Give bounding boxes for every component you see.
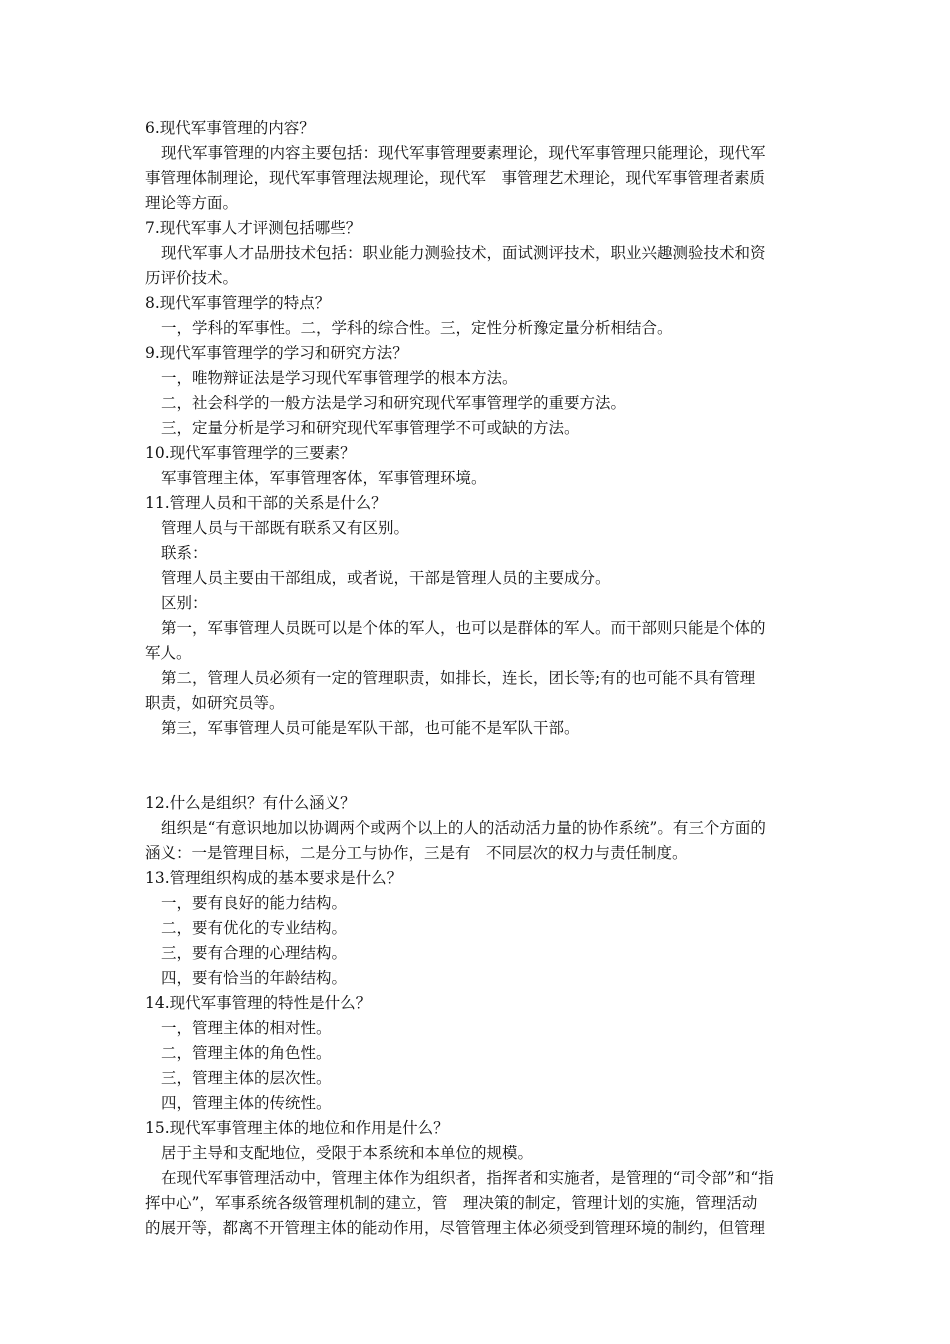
answer-line: 第一，军事管理人员既可以是个体的军人，也可以是群体的军人。而干部则只能是个体的 <box>161 619 766 637</box>
question-heading: 7.现代军事人才评测包括哪些？ <box>145 219 362 237</box>
answer-line: 一，唯物辩证法是学习现代军事管理学的根本方法。 <box>161 369 518 387</box>
question-heading: 11.管理人员和干部的关系是什么？ <box>145 494 387 512</box>
answer-line: 第二，管理人员必须有一定的管理职责，如排长，连长，团长等;有的也可能不具有管理 <box>161 669 756 687</box>
answer-line: 联系： <box>161 544 208 562</box>
answer-line: 管理人员主要由干部组成，或者说，干部是管理人员的主要成分。 <box>161 569 611 587</box>
answer-line: 二，要有优化的专业结构。 <box>161 919 348 937</box>
answer-continuation-line: 职责，如研究员等。 <box>145 694 285 712</box>
answer-line: 四，管理主体的传统性。 <box>161 1094 332 1112</box>
question-heading: 10.现代军事管理学的三要素？ <box>145 444 356 462</box>
answer-line: 军事管理主体，军事管理客体，军事管理环境。 <box>161 469 487 487</box>
answer-line: 区别： <box>161 594 208 612</box>
section-gap <box>145 741 810 791</box>
answer-line: 管理人员与干部既有联系又有区别。 <box>161 519 410 537</box>
answer-line: 在现代军事管理活动中，管理主体作为组织者，指挥者和实施者，是管理的“司令部”和“指 <box>161 1169 774 1187</box>
answer-continuation-line: 涵义：一是管理目标，二是分工与协作，三是有 不同层次的权力与责任制度。 <box>145 844 688 862</box>
question-heading: 6.现代军事管理的内容？ <box>145 119 315 137</box>
answer-continuation-line: 挥中心”，军事系统各级管理机制的建立，管 理决策的制定，管理计划的实施，管理活动 <box>145 1194 758 1212</box>
question-heading: 13.管理组织构成的基本要求是什么？ <box>145 869 403 887</box>
answer-continuation-line: 历评价技术。 <box>145 269 239 287</box>
answer-line: 居于主导和支配地位，受限于本系统和本单位的规模。 <box>161 1144 534 1162</box>
answer-line: 一，学科的军事性。二，学科的综合性。三，定性分析豫定量分析相结合。 <box>161 319 673 337</box>
answer-line: 第三，军事管理人员可能是军队干部，也可能不是军队干部。 <box>161 719 580 737</box>
answer-line: 现代军事管理的内容主要包括：现代军事管理要素理论，现代军事管理只能理论，现代军 <box>161 144 766 162</box>
answer-line: 组织是“有意识地加以协调两个或两个以上的人的活动活力量的协作系统”。有三个方面的 <box>161 819 766 837</box>
question-heading: 14.现代军事管理的特性是什么？ <box>145 994 372 1012</box>
answer-line: 四，要有恰当的年龄结构。 <box>161 969 348 987</box>
answer-line: 二，社会科学的一般方法是学习和研究现代军事管理学的重要方法。 <box>161 394 627 412</box>
answer-continuation-line: 事管理体制理论，现代军事管理法规理论，现代军 事管理艺术理论，现代军事管理者素质 <box>145 169 766 187</box>
question-heading: 9.现代军事管理学的学习和研究方法？ <box>145 344 408 362</box>
question-heading: 8.现代军事管理学的特点？ <box>145 294 331 312</box>
question-heading: 15.现代军事管理主体的地位和作用是什么？ <box>145 1119 449 1137</box>
answer-line: 二，管理主体的角色性。 <box>161 1044 332 1062</box>
answer-line: 一，要有良好的能力结构。 <box>161 894 348 912</box>
answer-line: 三，管理主体的层次性。 <box>161 1069 332 1087</box>
answer-continuation-line: 军人。 <box>145 644 192 662</box>
answer-continuation-line: 理论等方面。 <box>145 194 239 212</box>
answer-line: 三，定量分析是学习和研究现代军事管理学不可或缺的方法。 <box>161 419 580 437</box>
answer-line: 三，要有合理的心理结构。 <box>161 944 348 962</box>
answer-line: 一，管理主体的相对性。 <box>161 1019 332 1037</box>
question-heading: 12.什么是组织？有什么涵义？ <box>145 794 356 812</box>
answer-line: 现代军事人才品册技术包括：职业能力测验技术，面试测评技术，职业兴趣测验技术和资 <box>161 244 766 262</box>
document-body <box>145 116 810 1241</box>
answer-continuation-line: 的展开等，都离不开管理主体的能动作用，尽管管理主体必须受到管理环境的制约，但管理 <box>145 1219 766 1237</box>
